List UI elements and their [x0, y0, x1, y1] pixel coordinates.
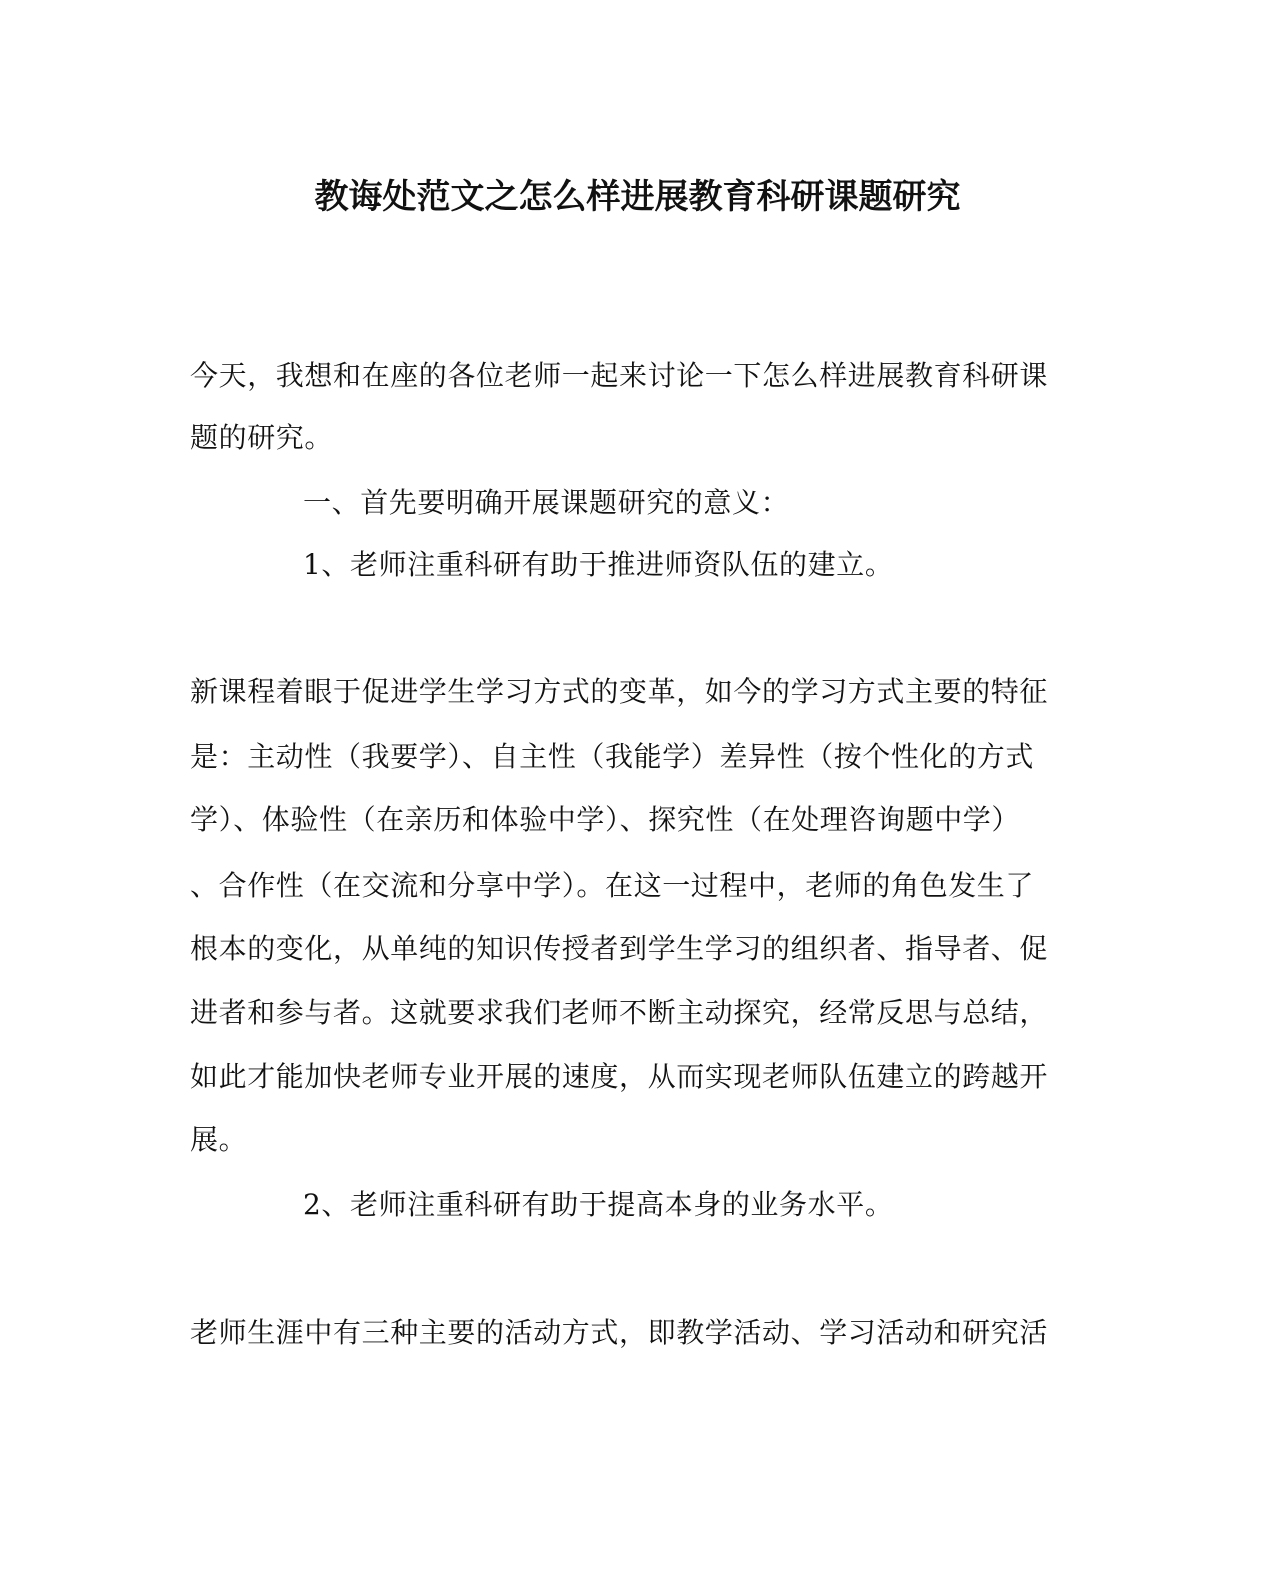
paragraph-line: 是：主动性（我要学）、自主性（我能学）差异性（按个性化的方式: [190, 740, 1035, 773]
paragraph-line: 今天，我想和在座的各位老师一起来讨论一下怎么样进展教育科研课: [190, 359, 1049, 392]
paragraph-line: 、合作性（在交流和分享中学）。在这一过程中，老师的角色发生了: [190, 869, 1035, 902]
paragraph-line: 如此才能加快老师专业开展的速度，从而实现老师队伍建立的跨越开: [190, 1060, 1049, 1093]
subsection-heading: 2、老师注重科研有助于提高本身的业务水平。: [303, 1188, 894, 1221]
document-title: 教诲处范文之怎么样进展教育科研课题研究: [314, 177, 961, 217]
paragraph-line: 老师生涯中有三种主要的活动方式，即教学活动、学习活动和研究活: [190, 1316, 1049, 1349]
subsection-heading: 1、老师注重科研有助于推进师资队伍的建立。: [303, 548, 894, 581]
paragraph-line: 进者和参与者。这就要求我们老师不断主动探究，经常反思与总结，: [190, 996, 1049, 1029]
section-heading: 一、首先要明确开展课题研究的意义：: [303, 486, 790, 519]
paragraph-line: 展。: [190, 1123, 248, 1156]
paragraph-line: 根本的变化，从单纯的知识传授者到学生学习的组织者、指导者、促: [190, 932, 1049, 965]
paragraph-line: 新课程着眼于促进学生学习方式的变革，如今的学习方式主要的特征: [190, 675, 1049, 708]
paragraph-line: 题的研究。: [190, 421, 334, 454]
paragraph-line: 学）、体验性（在亲历和体验中学）、探究性（在处理咨询题中学）: [190, 803, 1021, 836]
